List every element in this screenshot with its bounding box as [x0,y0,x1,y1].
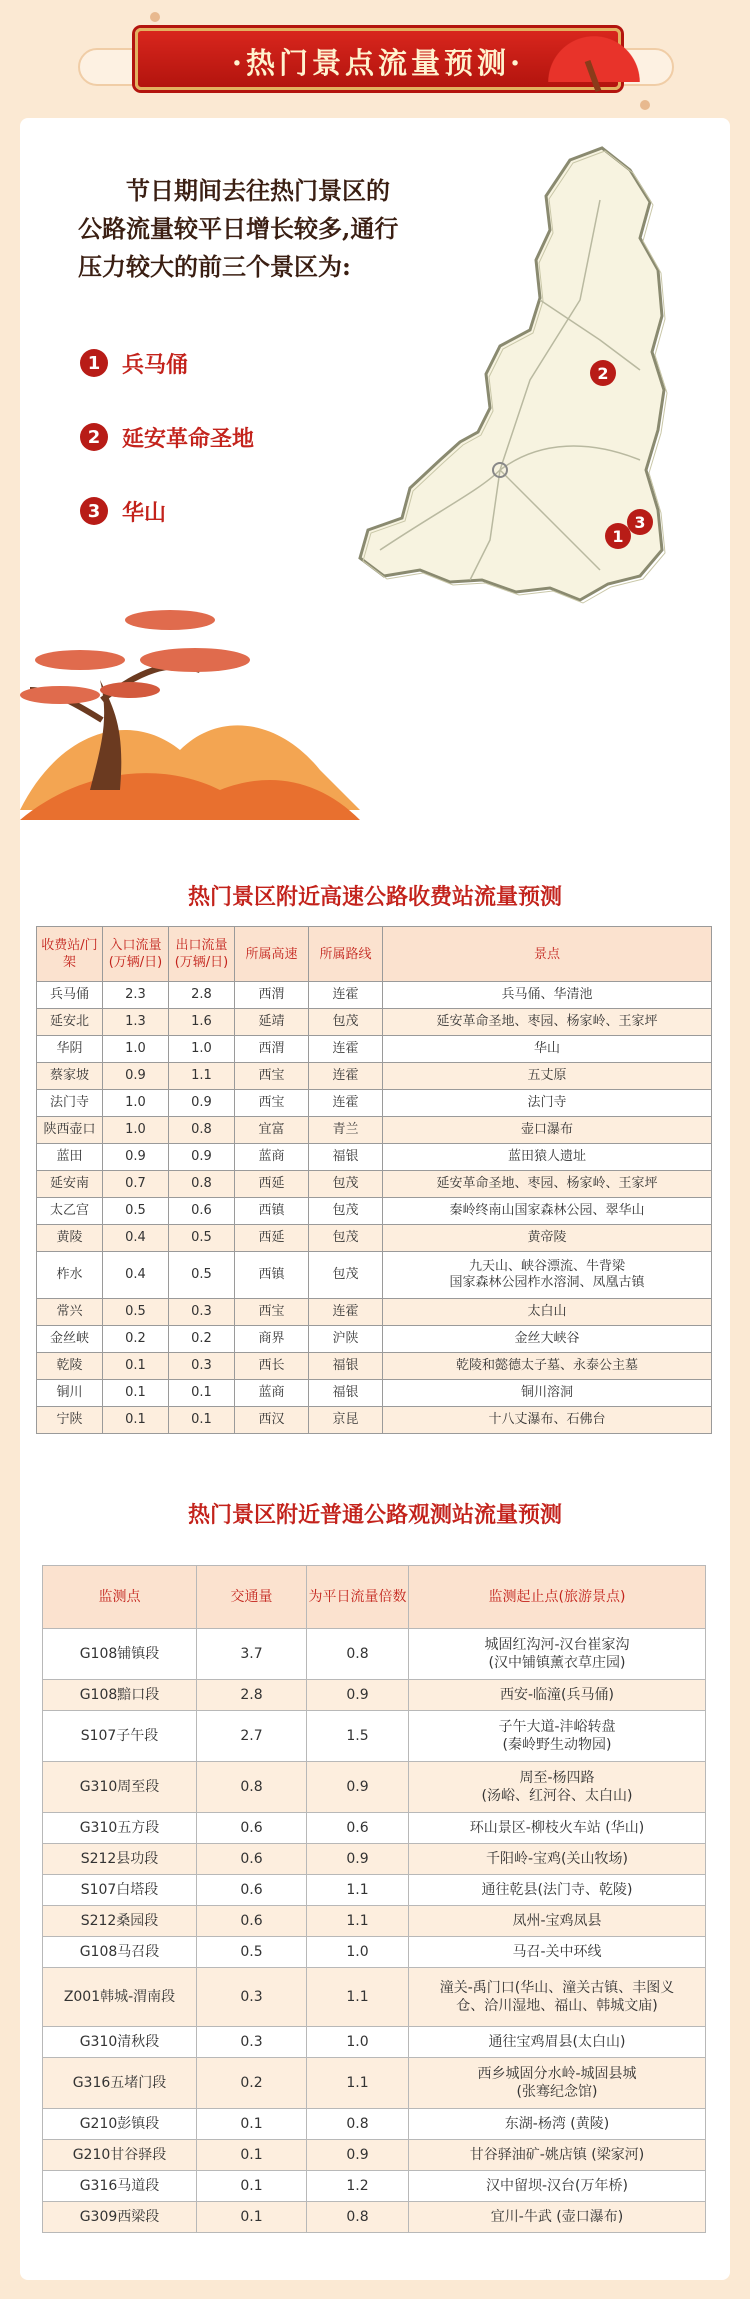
table-row [43,1968,706,2027]
table-cell: 1.1 [307,2058,409,2109]
table-cell: 兵马俑、华清池 [383,982,712,1009]
table-cell: 0.2 [169,1326,235,1353]
table-cell: 延安革命圣地、枣园、杨家岭、王家坪 [383,1009,712,1036]
table-cell: 兵马俑 [37,982,103,1009]
table-cell: 福银 [309,1380,383,1407]
table-cell: 太乙宫 [37,1198,103,1225]
table-cell: 2.8 [197,1680,307,1711]
table-cell: 0.1 [197,2171,307,2202]
table-cell: 黄陵 [37,1225,103,1252]
table-row [37,1380,712,1407]
table-cell: 福银 [309,1144,383,1171]
table-cell: 黄帝陵 [383,1225,712,1252]
table-row [37,1171,712,1198]
table-cell: G316五堵门段 [43,2058,197,2109]
rank-badge: 1 [80,349,108,377]
table-cell: S107子午段 [43,1711,197,1762]
table-row [43,1629,706,1680]
table-cell: 连霍 [309,1090,383,1117]
table-cell: 1.1 [307,1875,409,1906]
table-row [43,1937,706,1968]
table-cell: 1.0 [169,1036,235,1063]
table-cell: 法门寺 [383,1090,712,1117]
table-row [37,1353,712,1380]
table-cell: 0.8 [307,1629,409,1680]
rank-badge: 2 [80,423,108,451]
table-cell: 0.5 [103,1198,169,1225]
table-cell: 0.5 [103,1299,169,1326]
table-cell: 蔡家坡 [37,1063,103,1090]
table-cell: 铜川溶洞 [383,1380,712,1407]
table-cell: 西延 [235,1171,309,1198]
table-row [43,1680,706,1711]
table-cell: 西长 [235,1353,309,1380]
table-cell: 西渭 [235,982,309,1009]
table-header-row [43,1566,706,1629]
table-cell: 子午大道-沣峪转盘 (秦岭野生动物园) [409,1711,706,1762]
table-cell: G210彭镇段 [43,2109,197,2140]
table-cell: 蓝田猿人遗址 [383,1144,712,1171]
table-cell: 蓝商 [235,1380,309,1407]
table-cell: 0.1 [197,2109,307,2140]
table-cell: 0.9 [307,2140,409,2171]
table-cell: 包茂 [309,1252,383,1299]
table-cell: 壶口瀑布 [383,1117,712,1144]
table-cell: 3.7 [197,1629,307,1680]
table-cell: 0.1 [103,1353,169,1380]
table-cell: 五丈原 [383,1063,712,1090]
intro-line: 公路流量较平日增长较多,通行 [78,214,399,243]
spot-name: 华山 [122,499,167,526]
table-cell: 延安南 [37,1171,103,1198]
table-header-row [37,927,712,982]
map-marker-1 [605,523,631,549]
table-cell: 马召-关中环线 [409,1937,706,1968]
column-header: 交通量 [197,1566,307,1629]
table-cell: 0.4 [103,1252,169,1299]
table-cell: G310清秋段 [43,2027,197,2058]
table-row [43,1711,706,1762]
table-cell: 千阳岭-宝鸡(关山牧场) [409,1844,706,1875]
ordinary-road-station-table [42,1565,706,2233]
intro-line: 节日期间去往热门景区的 [126,176,390,205]
table-cell: 0.9 [169,1144,235,1171]
table-cell: G108铺镇段 [43,1629,197,1680]
table-cell: 西安-临潼(兵马俑) [409,1680,706,1711]
table-row [43,1875,706,1906]
section2-title: 热门景区附近普通公路观测站流量预测 [187,1502,562,1528]
table-cell: 汉中留坝-汉台(万年桥) [409,2171,706,2202]
table-cell: 宜川-牛武 (壶口瀑布) [409,2202,706,2233]
table-cell: 1.1 [169,1063,235,1090]
table-cell: 0.3 [169,1353,235,1380]
table-cell: 0.2 [197,2058,307,2109]
table-cell: 京昆 [309,1407,383,1434]
table-cell: 连霍 [309,1063,383,1090]
table-cell: S212桑园段 [43,1906,197,1937]
table-cell: S212县功段 [43,1844,197,1875]
section1-title: 热门景区附近高速公路收费站流量预测 [187,884,562,910]
table-cell: 0.3 [169,1299,235,1326]
table-cell: G316马道段 [43,2171,197,2202]
table-cell: 陕西壶口 [37,1117,103,1144]
table-cell: 潼关-禹门口(华山、潼关古镇、丰图义 仓、洽川湿地、福山、韩城文庙) [409,1968,706,2027]
table-cell: 西延 [235,1225,309,1252]
table-cell: 包茂 [309,1198,383,1225]
dot-decoration [640,100,650,110]
svg-text:2: 2 [597,364,609,383]
table-cell: 包茂 [309,1171,383,1198]
table-cell: 1.0 [103,1117,169,1144]
column-header: 景点 [383,927,712,982]
table-cell: 十八丈瀑布、石佛台 [383,1407,712,1434]
table-cell: 沪陕 [309,1326,383,1353]
top-spot-item [80,346,188,380]
table-cell: 延安北 [37,1009,103,1036]
table-row [43,2202,706,2233]
table-cell: 0.7 [103,1171,169,1198]
table-cell: 凤州-宝鸡凤县 [409,1906,706,1937]
table-cell: 秦岭终南山国家森林公园、翠华山 [383,1198,712,1225]
table-cell: 周至-杨四路 (汤峪、红河谷、太白山) [409,1762,706,1813]
table-cell: 东湖-杨湾 (黄陵) [409,2109,706,2140]
table-cell: 0.9 [307,1844,409,1875]
table-cell: 蓝商 [235,1144,309,1171]
column-header: 所属高速 [235,927,309,982]
column-header: 入口流量(万辆/日) [103,927,169,982]
table-cell: 连霍 [309,1036,383,1063]
table-cell: 环山景区-柳枝火车站 (华山) [409,1813,706,1844]
table-row [43,2140,706,2171]
table-cell: 0.1 [103,1407,169,1434]
table-cell: 金丝大峡谷 [383,1326,712,1353]
table-cell: 1.1 [307,1968,409,2027]
table-cell: 西宝 [235,1299,309,1326]
table-cell: 0.8 [197,1762,307,1813]
table-cell: 福银 [309,1353,383,1380]
table-cell: 0.3 [197,1968,307,2027]
table-cell: S107白塔段 [43,1875,197,1906]
table-cell: 0.2 [103,1326,169,1353]
table-cell: 九天山、峡谷漂流、牛背梁 国家森林公园柞水溶洞、凤凰古镇 [383,1252,712,1299]
table-cell: 城固红沟河-汉台崔家沟 (汉中铺镇薰衣草庄园) [409,1629,706,1680]
expressway-station-table [36,926,712,1434]
table-cell: G310五方段 [43,1813,197,1844]
spot-name: 延安革命圣地 [122,425,255,452]
table-cell: 1.1 [307,1906,409,1937]
table-cell: 延靖 [235,1009,309,1036]
table-cell: 0.9 [103,1144,169,1171]
table-cell: 铜川 [37,1380,103,1407]
table-row [43,2171,706,2202]
intro-line: 压力较大的前三个景区为: [78,252,351,281]
table-cell: 0.6 [197,1844,307,1875]
table-row [43,1813,706,1844]
table-cell: 1.2 [307,2171,409,2202]
table-cell: G108马召段 [43,1937,197,1968]
column-header: 为平日流量倍数 [307,1566,409,1629]
table-cell: 太白山 [383,1299,712,1326]
map-marker-2 [590,360,616,386]
table-cell: 通往乾县(法门寺、乾陵) [409,1875,706,1906]
table-cell: 西渭 [235,1036,309,1063]
table-cell: 商界 [235,1326,309,1353]
table-row [43,1906,706,1937]
table-cell: 0.8 [307,2109,409,2140]
table-cell: 0.8 [307,2202,409,2233]
table-row [37,1090,712,1117]
table-cell: 0.1 [197,2140,307,2171]
table-cell: 0.8 [169,1117,235,1144]
table-cell: 0.1 [103,1380,169,1407]
table-cell: 西汉 [235,1407,309,1434]
table-cell: 0.5 [197,1937,307,1968]
column-header: 所属路线 [309,927,383,982]
rank-badge: 3 [80,497,108,525]
table-cell: G309西梁段 [43,2202,197,2233]
table-cell: 宜富 [235,1117,309,1144]
table-row [43,2027,706,2058]
banner [0,0,750,115]
table-cell: 青兰 [309,1117,383,1144]
table-cell: 西宝 [235,1063,309,1090]
table-cell: 0.4 [103,1225,169,1252]
table-row [43,2058,706,2109]
spot-name: 兵马俑 [122,351,189,378]
table-cell: 包茂 [309,1225,383,1252]
table-cell: 包茂 [309,1009,383,1036]
table-cell: 西镇 [235,1198,309,1225]
table-cell: 0.6 [169,1198,235,1225]
table-cell: 0.5 [169,1252,235,1299]
table-cell: 1.0 [307,2027,409,2058]
table-cell: 0.9 [169,1090,235,1117]
table-cell: 连霍 [309,982,383,1009]
table-cell: G310周至段 [43,1762,197,1813]
table-cell: 乾陵和懿德太子墓、永泰公主墓 [383,1353,712,1380]
table-cell: 常兴 [37,1299,103,1326]
table-cell: 0.5 [169,1225,235,1252]
page-title: ·热门景点流量预测· [231,46,525,80]
table-cell: 宁陕 [37,1407,103,1434]
table-row [37,1144,712,1171]
table-cell: 0.9 [103,1063,169,1090]
column-header: 监测起止点(旅游景点) [409,1566,706,1629]
table-row [43,2109,706,2140]
table-cell: 乾陵 [37,1353,103,1380]
table-cell: 0.6 [197,1813,307,1844]
svg-text:3: 3 [634,513,646,532]
table-row [37,1198,712,1225]
table-cell: 1.3 [103,1009,169,1036]
table-cell: 通往宝鸡眉县(太白山) [409,2027,706,2058]
table-cell: 0.1 [169,1407,235,1434]
table-cell: 2.3 [103,982,169,1009]
table-cell: 1.6 [169,1009,235,1036]
table-cell: 柞水 [37,1252,103,1299]
table-cell: 华山 [383,1036,712,1063]
table-cell: 1.0 [103,1036,169,1063]
table-row [43,1762,706,1813]
table-cell: 甘谷驿油矿-姚店镇 (梁家河) [409,2140,706,2171]
table-cell: 0.6 [307,1813,409,1844]
column-header: 收费站/门架 [37,927,103,982]
table-cell: 连霍 [309,1299,383,1326]
table-row [37,1225,712,1252]
table-cell: 1.0 [307,1937,409,1968]
table-cell: 0.9 [307,1680,409,1711]
table-row [37,1009,712,1036]
table-row [37,1063,712,1090]
table-cell: 2.8 [169,982,235,1009]
table-cell: 2.7 [197,1711,307,1762]
table-cell: 0.6 [197,1906,307,1937]
table-cell: 金丝峡 [37,1326,103,1353]
column-header: 出口流量(万辆/日) [169,927,235,982]
table-row [37,1036,712,1063]
pine-tree-illustration [20,560,360,820]
table-cell: 西宝 [235,1090,309,1117]
table-row [37,1252,712,1299]
shaanxi-map [340,140,710,770]
table-cell: 1.0 [103,1090,169,1117]
top-spot-item [80,420,254,454]
map-marker-3 [627,509,653,535]
column-header: 监测点 [43,1566,197,1629]
table-cell: 西乡城固分水岭-城固县城 (张骞纪念馆) [409,2058,706,2109]
table-row [37,1117,712,1144]
table-row [37,1326,712,1353]
top-spot-item [80,494,166,528]
table-row [37,1299,712,1326]
table-cell: 0.1 [197,2202,307,2233]
table-cell: 法门寺 [37,1090,103,1117]
table-cell: 1.5 [307,1711,409,1762]
table-row [37,982,712,1009]
table-cell: 华阴 [37,1036,103,1063]
table-cell: 蓝田 [37,1144,103,1171]
table-cell: 0.8 [169,1171,235,1198]
table-cell: 延安革命圣地、枣园、杨家岭、王家坪 [383,1171,712,1198]
dot-decoration [150,12,160,22]
table-cell: 0.9 [307,1762,409,1813]
table-cell: 西镇 [235,1252,309,1299]
table-cell: G210甘谷驿段 [43,2140,197,2171]
table-cell: Z001韩城-渭南段 [43,1968,197,2027]
svg-text:1: 1 [612,527,624,546]
table-row [43,1844,706,1875]
table-cell: 0.3 [197,2027,307,2058]
table-cell: 0.1 [169,1380,235,1407]
table-cell: 0.6 [197,1875,307,1906]
table-row [37,1407,712,1434]
table-cell: G108黯口段 [43,1680,197,1711]
